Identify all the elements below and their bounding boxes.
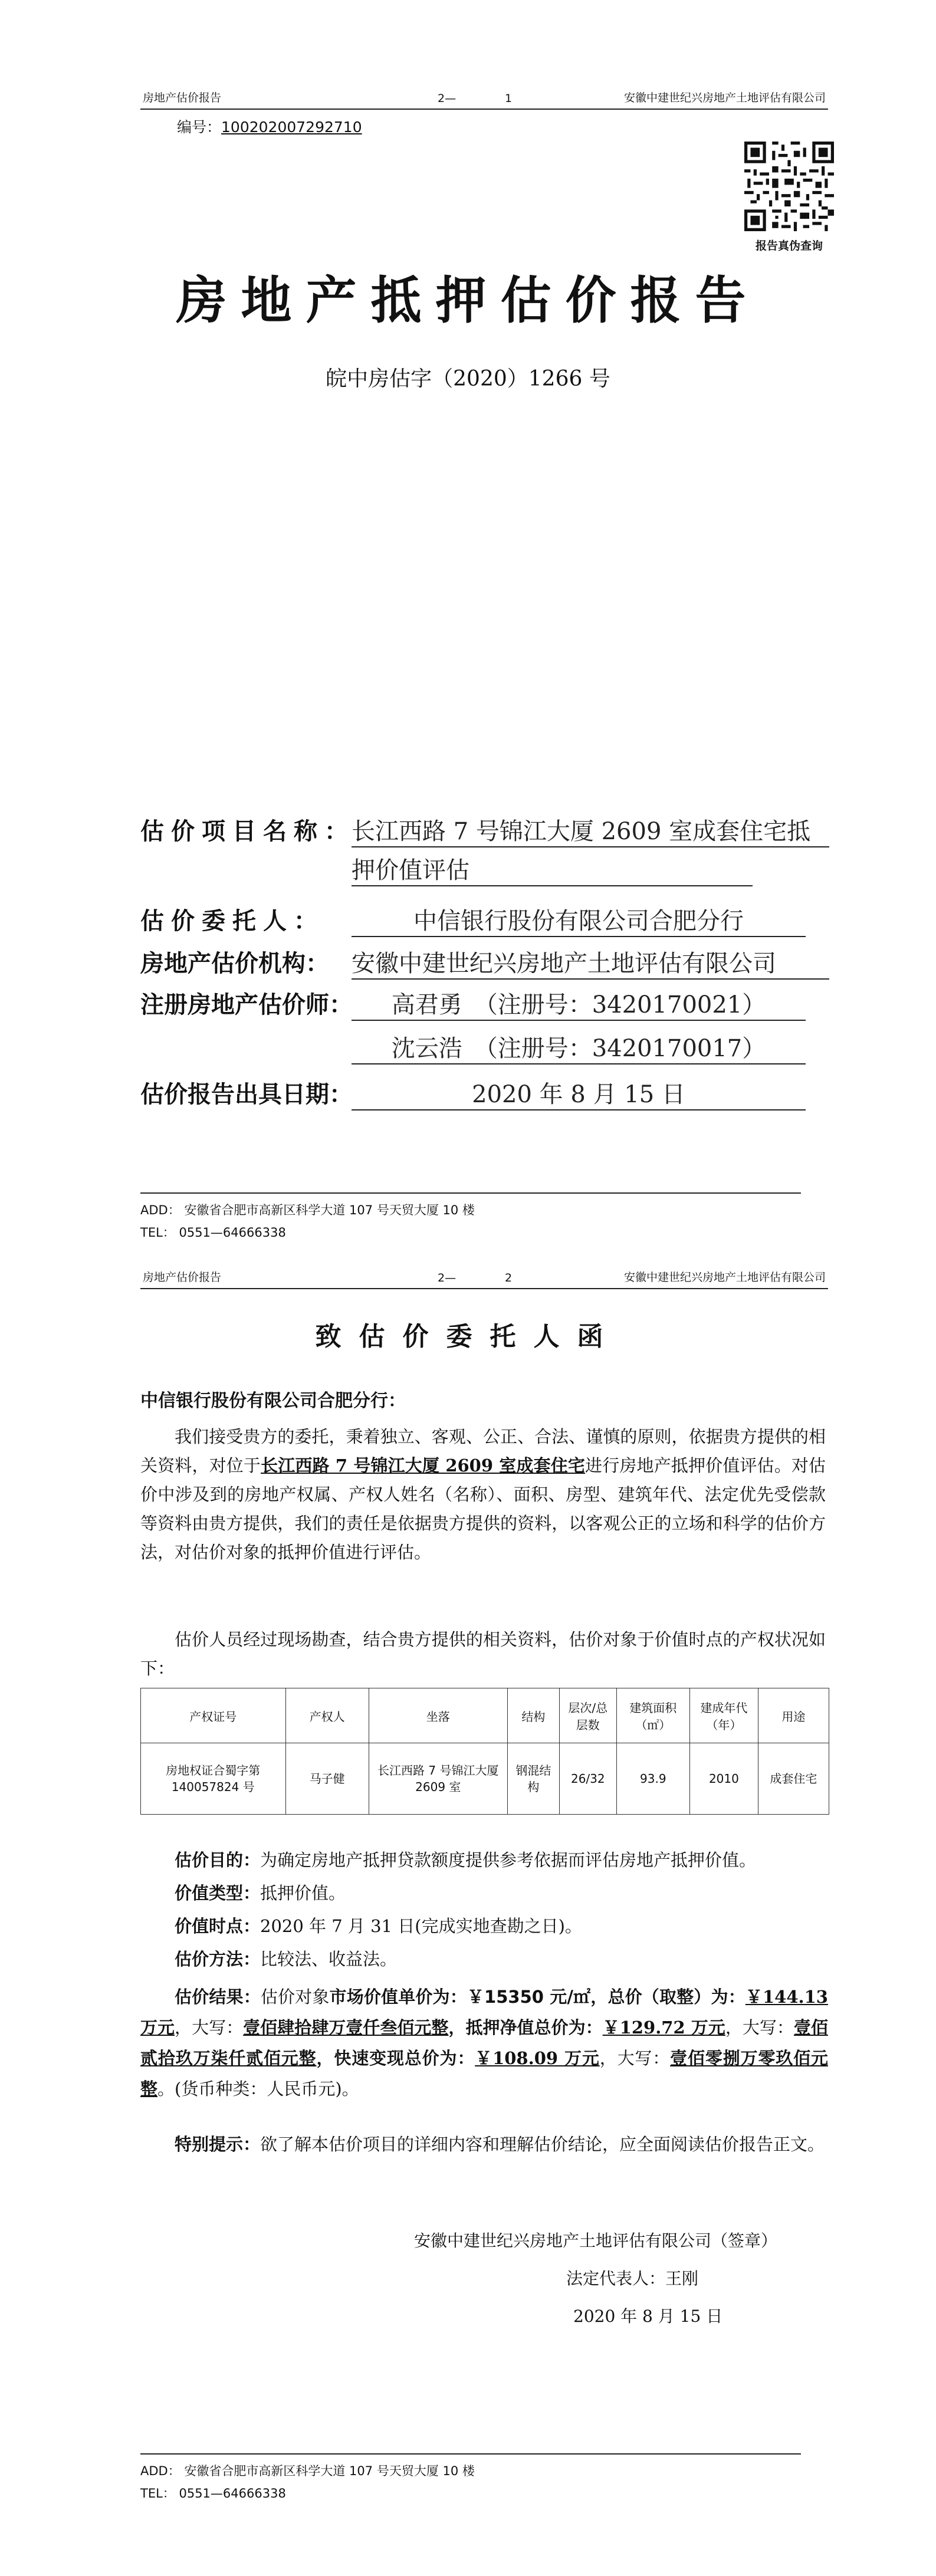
intro-paragraph — [140, 1422, 826, 1567]
footer-phone: TEL： 0551—64666338 — [140, 2486, 286, 2501]
value-type-value: 抵押价值。 — [260, 1883, 346, 1903]
note-key: 特别提示： — [175, 2134, 261, 2154]
result-quick-sale: ￥108.09 万元 — [475, 2048, 600, 2068]
agency-value: 安徽中建世纪兴房地产土地评估有限公司 — [352, 945, 829, 980]
purpose-item — [175, 1846, 826, 1875]
purpose-key: 估价目的： — [175, 1850, 261, 1870]
method-item — [175, 1945, 826, 1974]
col-area: 建筑面积（㎡） — [616, 1688, 689, 1743]
appraiser-1: 高君勇 （注册号：3420170021） — [352, 986, 806, 1021]
report-cover-page — [0, 0, 936, 1268]
table-row — [141, 1743, 829, 1815]
header-page-number: 1 — [505, 92, 513, 105]
result-t5: 。(货币种类：人民币元)。 — [157, 2079, 359, 2099]
value-type-key: 价值类型： — [175, 1883, 261, 1903]
cell-year: 2010 — [689, 1743, 758, 1815]
cell-floor: 26/32 — [559, 1743, 616, 1815]
special-note — [140, 2129, 828, 2160]
cell-structure: 钢混结构 — [507, 1743, 559, 1815]
client-value: 中信银行股份有限公司合肥分行 — [352, 902, 806, 937]
footer-phone: TEL： 0551—64666338 — [140, 1225, 286, 1240]
result-quick-sale-words: 壹佰零捌万零玖佰元整 — [140, 2048, 828, 2099]
qr-caption: 报告真伪查询 — [755, 239, 823, 252]
col-floor: 层次/总层数 — [559, 1688, 616, 1743]
cell-area: 93.9 — [616, 1743, 689, 1815]
intro-text-b: 进行房地产抵押价值评估。对估价中涉及到的房地产权属、产权人姓名（名称）、面积、房型、建筑年代、法定优先受偿款等资料由贵方提供，我们的责任是依据贵方提供的资料，以客观公正的立场和科学的估价方法，对估价对象的抵押价值进行评估。 — [140, 1455, 826, 1562]
value-type-item — [175, 1879, 826, 1908]
col-owner: 产权人 — [285, 1688, 369, 1743]
method-value: 比较法、收益法。 — [260, 1949, 398, 1969]
serial-label: 编号： — [177, 119, 222, 136]
value-time-key: 价值时点： — [175, 1916, 261, 1936]
result-t3: ，大写： — [725, 2018, 794, 2038]
purpose-value: 为确定房地产抵押贷款额度提供参考依据而评估房地产抵押价值。 — [260, 1850, 757, 1870]
project-name-label: 估价项目名称： — [140, 818, 355, 845]
project-name-value-2: 押价值评估 — [352, 852, 753, 886]
property-rights-table — [140, 1688, 829, 1815]
result-t2: ，大写： — [175, 2018, 244, 2038]
page-header — [140, 88, 828, 110]
col-structure: 结构 — [507, 1688, 559, 1743]
note-value: 欲了解本估价项目的详细内容和理解估价结论，应全面阅读估价报告正文。 — [260, 2134, 825, 2154]
result-t1: 估价对象 — [260, 1987, 330, 2007]
report-title: 房地产抵押估价报告 — [176, 271, 760, 330]
cell-cert-no: 房地权证合蜀字第140057824 号 — [141, 1743, 286, 1815]
property-address: 长江西路 7 号锦江大厦 2609 室成套住宅 — [261, 1455, 586, 1476]
signature-date: 2020 年 8 月 15 日 — [573, 2306, 723, 2326]
letter-title: 致估价委托人函 — [315, 1322, 621, 1352]
cell-owner: 马子健 — [285, 1743, 369, 1815]
result-key: 估价结果： — [175, 1987, 261, 2007]
method-key: 估价方法： — [175, 1949, 261, 1969]
header-page-prefix: 2— — [438, 1271, 456, 1284]
appraiser-2: 沈云浩 （注册号：3420170017） — [352, 1030, 806, 1064]
project-name-value: 长江西路 7 号锦江大厦 2609 室成套住宅抵 — [352, 813, 829, 847]
table-header-row — [141, 1688, 829, 1743]
valuation-result — [140, 1982, 828, 2104]
result-mortgage-net: ￥129.72 万元 — [602, 2018, 725, 2038]
header-left: 房地产估价报告 — [143, 1271, 222, 1284]
date-label: 估价报告出具日期： — [140, 1081, 353, 1108]
signature-representative: 法定代表人：王刚 — [566, 2269, 699, 2288]
appraiser-label: 注册房地产估价师： — [140, 991, 353, 1018]
page-header — [140, 1268, 828, 1289]
cell-usage: 成套住宅 — [758, 1743, 829, 1815]
addressee: 中信银行股份有限公司合肥分行： — [140, 1391, 406, 1411]
date-value: 2020 年 8 月 15 日 — [352, 1076, 806, 1110]
letter-page — [0, 1268, 936, 2576]
header-right: 安徽中建世纪兴房地产土地评估有限公司 — [623, 91, 826, 104]
agency-label: 房地产估价机构： — [140, 950, 329, 977]
document-number: 皖中房估字（2020）1266 号 — [326, 367, 610, 391]
signature-company: 安徽中建世纪兴房地产土地评估有限公司（签章） — [414, 2231, 778, 2250]
footer-divider — [140, 2453, 801, 2455]
header-page-prefix: 2— — [438, 92, 456, 105]
value-time-item — [175, 1912, 826, 1941]
result-b2: ，抵押净值总价为： — [448, 2018, 603, 2038]
col-usage: 用途 — [758, 1688, 829, 1743]
header-right: 安徽中建世纪兴房地产土地评估有限公司 — [623, 1271, 826, 1284]
result-market-total-words: 壹佰肆拾肆万壹仟叁佰元整 — [243, 2018, 449, 2038]
serial-number: 100202007292710 — [221, 119, 362, 136]
cell-location: 长江西路 7 号锦江大厦 2609 室 — [369, 1743, 507, 1815]
footer-address: ADD： 安徽省合肥市高新区科学大道 107 号天贸大厦 10 楼 — [140, 1203, 475, 1217]
result-t4: ，大写： — [599, 2048, 671, 2068]
result-b1: 市场价值单价为：￥15350 元/㎡，总价（取整）为： — [329, 1987, 745, 2007]
report-serial — [177, 116, 362, 137]
client-label: 估价委托人： — [140, 908, 324, 935]
col-cert-no: 产权证号 — [141, 1688, 286, 1743]
intro-text-a: 我们接受贵方的委托，秉着独立、客观、公正、合法、谨慎的原则，依据贵方提供的相关资料，对位于 — [140, 1427, 826, 1476]
header-page-number: 2 — [505, 1271, 513, 1284]
value-time-value: 2020 年 7 月 31 日(完成实地查勘之日)。 — [260, 1916, 582, 1936]
col-location: 坐落 — [369, 1688, 507, 1743]
qr-code-icon[interactable] — [744, 142, 834, 231]
col-year: 建成年代（年） — [689, 1688, 758, 1743]
result-b3: ，快速变现总价为： — [316, 2048, 475, 2068]
result-market-total: ￥144.13 万元 — [140, 1987, 828, 2038]
result-mortgage-net-words: 壹佰贰拾玖万柒仟贰佰元整 — [140, 2018, 828, 2068]
header-left: 房地产估价报告 — [143, 91, 222, 104]
footer-address: ADD： 安徽省合肥市高新区科学大道 107 号天贸大厦 10 楼 — [140, 2464, 475, 2478]
footer-divider — [140, 1192, 801, 1194]
survey-paragraph: 估价人员经过现场勘查，结合贵方提供的相关资料，估价对象于价值时点的产权状况如下： — [140, 1629, 826, 1678]
